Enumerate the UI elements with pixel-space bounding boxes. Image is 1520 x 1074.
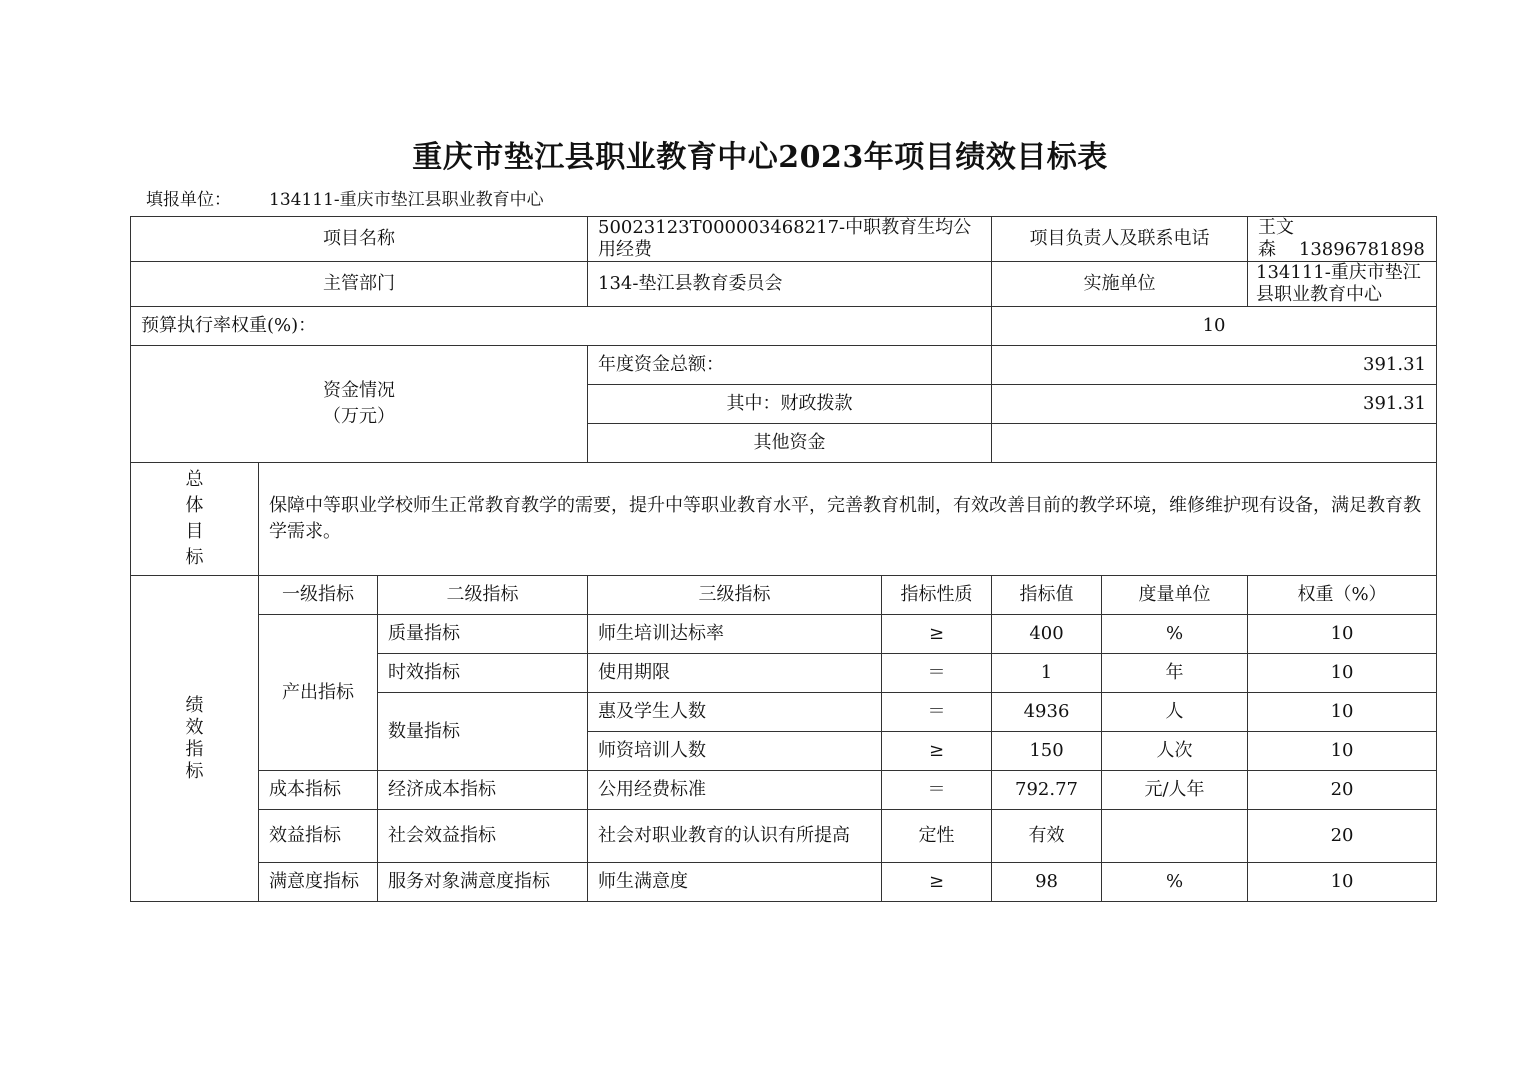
header-unit: 度量单位 (1102, 576, 1248, 615)
header-nature: 指标性质 (882, 576, 992, 615)
goal-label-char: 总 (185, 469, 204, 490)
indicator-name: 师生满意度 (588, 863, 882, 902)
indicator-value: 1 (992, 654, 1102, 693)
indicator-weight: 10 (1248, 615, 1437, 654)
project-name-value: 50023123T000003468217-中职教育生均公用经费 (588, 217, 992, 262)
funds-label-line2: （万元） (323, 406, 395, 427)
contact-phone: 13896781898 (1298, 239, 1425, 260)
table-row (131, 576, 1437, 615)
table-row (131, 771, 1437, 810)
indicators-label (131, 576, 259, 902)
indicator-value: 有效 (992, 810, 1102, 863)
indicator-weight: 20 (1248, 771, 1437, 810)
indicator-weight: 10 (1248, 654, 1437, 693)
indicator-unit: 元/人年 (1102, 771, 1248, 810)
table-row (131, 463, 1437, 576)
goal-label-char: 目 (185, 521, 204, 542)
header-level2: 二级指标 (378, 576, 588, 615)
impl-label: 实施单位 (992, 262, 1248, 307)
indicators-label-char: 指 (185, 738, 204, 760)
indicator-name: 师生培训达标率 (588, 615, 882, 654)
table-row (131, 863, 1437, 902)
table-row (131, 307, 1437, 346)
indicator-value: 400 (992, 615, 1102, 654)
contact-cell (1248, 217, 1437, 262)
level1-benefit: 效益指标 (259, 810, 378, 863)
funds-label (131, 346, 588, 463)
table-row (131, 262, 1437, 307)
indicator-name: 惠及学生人数 (588, 693, 882, 732)
goal-label-char: 体 (185, 495, 204, 516)
impl-value: 134111-重庆市垫江县职业教育中心 (1248, 262, 1437, 307)
indicator-unit: 人 (1102, 693, 1248, 732)
indicator-op: ≥ (882, 863, 992, 902)
indicator-unit: % (1102, 615, 1248, 654)
indicators-label-char: 绩 (185, 694, 204, 716)
budget-weight-value: 10 (992, 307, 1437, 346)
funds-fiscal-value: 391.31 (992, 385, 1437, 424)
level1-output: 产出指标 (259, 615, 378, 771)
filler-label: 填报单位： (146, 190, 231, 210)
indicator-name: 使用期限 (588, 654, 882, 693)
contact-name: 王文森 (1258, 217, 1295, 260)
goal-text: 保障中等职业学校师生正常教育教学的需要，提升中等职业教育水平，完善教育机制，有效改善目前的教学环境，维修维护现有设备，满足教育教学需求。 (259, 463, 1437, 576)
indicator-weight: 10 (1248, 693, 1437, 732)
indicator-op: ＝ (882, 771, 992, 810)
goal-label (131, 463, 259, 576)
funds-other-value (992, 424, 1437, 463)
budget-weight-label: 预算执行率权重(%)： (131, 307, 992, 346)
filler-unit (146, 185, 544, 210)
funds-total-value: 391.31 (992, 346, 1437, 385)
table-row (131, 810, 1437, 863)
indicators-label-char: 标 (185, 760, 204, 782)
contact-label: 项目负责人及联系电话 (992, 217, 1248, 262)
indicator-unit: 人次 (1102, 732, 1248, 771)
header-level3: 三级指标 (588, 576, 882, 615)
indicator-unit (1102, 810, 1248, 863)
level1-cost: 成本指标 (259, 771, 378, 810)
indicator-op: ＝ (882, 654, 992, 693)
funds-total-label: 年度资金总额： (588, 346, 992, 385)
project-name-label: 项目名称 (131, 217, 588, 262)
level2-social-benefit: 社会效益指标 (378, 810, 588, 863)
goal-label-char: 标 (185, 547, 204, 568)
funds-fiscal-label: 其中：财政拨款 (588, 385, 992, 424)
indicator-name: 师资培训人数 (588, 732, 882, 771)
indicator-op: ≥ (882, 732, 992, 771)
table-row (131, 346, 1437, 385)
indicator-unit: % (1102, 863, 1248, 902)
funds-label-line1: 资金情况 (323, 380, 395, 401)
header-level1: 一级指标 (259, 576, 378, 615)
indicator-unit: 年 (1102, 654, 1248, 693)
indicator-weight: 10 (1248, 732, 1437, 771)
level2-economic-cost: 经济成本指标 (378, 771, 588, 810)
funds-other-label: 其他资金 (588, 424, 992, 463)
indicator-weight: 20 (1248, 810, 1437, 863)
level2-quality: 质量指标 (378, 615, 588, 654)
level1-satisfaction: 满意度指标 (259, 863, 378, 902)
performance-table (130, 216, 1437, 902)
indicator-weight: 10 (1248, 863, 1437, 902)
table-row (131, 217, 1437, 262)
indicator-value: 98 (992, 863, 1102, 902)
indicator-op: 定性 (882, 810, 992, 863)
table-row (131, 615, 1437, 654)
indicators-label-char: 效 (185, 716, 204, 738)
indicator-value: 792.77 (992, 771, 1102, 810)
level2-timeliness: 时效指标 (378, 654, 588, 693)
indicator-value: 150 (992, 732, 1102, 771)
header-weight: 权重（%） (1248, 576, 1437, 615)
indicator-name: 公用经费标准 (588, 771, 882, 810)
indicator-op: ＝ (882, 693, 992, 732)
level2-quantity: 数量指标 (378, 693, 588, 771)
indicator-value: 4936 (992, 693, 1102, 732)
indicator-op: ≥ (882, 615, 992, 654)
filler-value: 134111-重庆市垫江县职业教育中心 (269, 190, 544, 210)
dept-value: 134-垫江县教育委员会 (588, 262, 992, 307)
level2-service-satisfaction: 服务对象满意度指标 (378, 863, 588, 902)
indicator-name: 社会对职业教育的认识有所提高 (588, 810, 882, 863)
page-title: 重庆市垫江县职业教育中心2023年项目绩效目标表 (412, 140, 1108, 175)
dept-label: 主管部门 (131, 262, 588, 307)
header-value: 指标值 (992, 576, 1102, 615)
